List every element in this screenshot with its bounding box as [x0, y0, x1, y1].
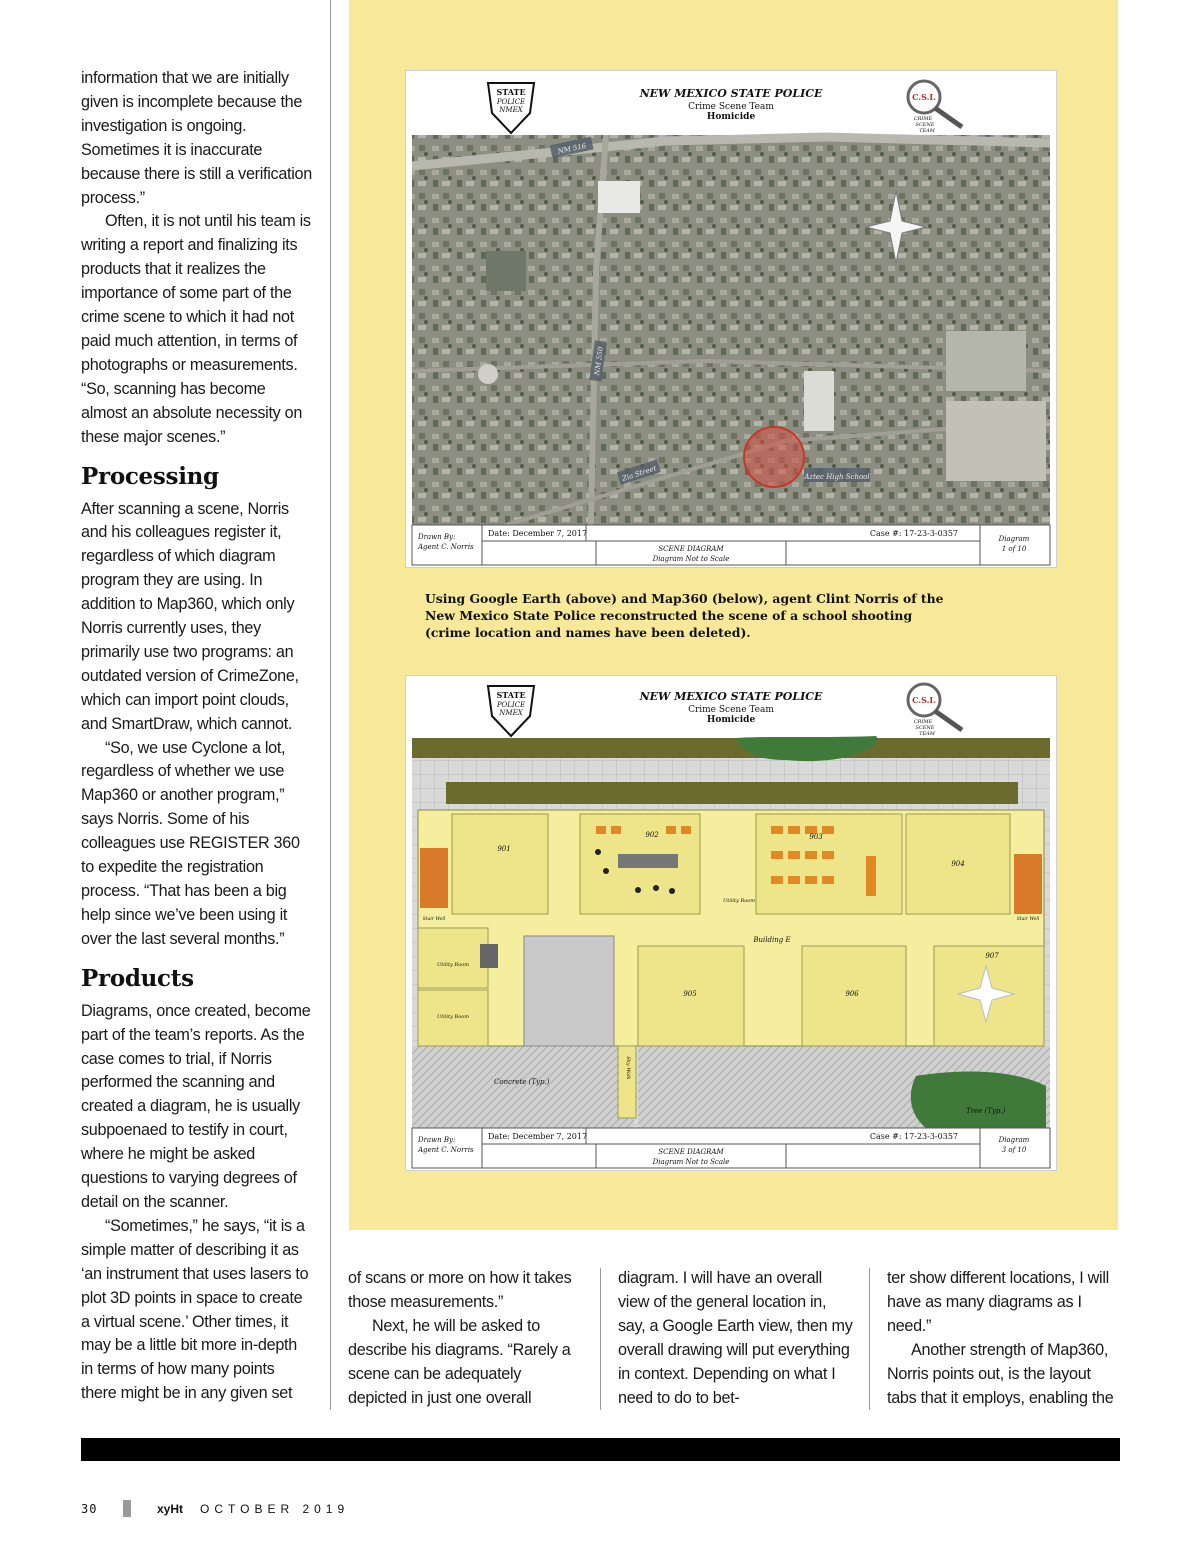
diagram-page: 1 of 10: [1001, 545, 1027, 553]
page-number: 30: [81, 1502, 98, 1516]
figure2-title-block: [412, 1128, 1050, 1168]
drawn-by-label: Drawn By:: [418, 1136, 456, 1144]
scale-note: Diagram Not to Scale: [652, 1158, 730, 1166]
paragraph: Another strength of Map360, Norris points out, is the layout tabs that it employs, enabling the: [887, 1340, 1114, 1407]
room-label: Utility Room: [437, 1014, 469, 1020]
paragraph: Often, it is not until his team is writing a report and finalizing its products that it realizes the importance of some part of the crime scene to which it had not paid much attention, in terms of photographs or measurements. “So, scanning has become almost an absolute necessity on these major scenes.”: [81, 212, 311, 446]
magazine-name: xyHt: [157, 1502, 184, 1516]
csi-text: C.S.I.: [912, 92, 936, 102]
room-label: 904: [951, 860, 965, 868]
scene-diagram-label: SCENE DIAGRAM: [658, 545, 724, 553]
paragraph: After scanning a scene, Norris and his colleagues register it, regardless of which diagram program they are using. In addition to Map360, which only Norris currently uses, they primarily use two programs: an outdated version of CrimeZone, which can import point clouds, and SmartDraw, which cannot.: [81, 499, 299, 733]
badge-text: STATE: [496, 87, 526, 97]
incident-area-marker: [744, 427, 804, 487]
column-divider: [600, 1268, 601, 1410]
agent-name: Agent C. Norris: [418, 1146, 474, 1154]
csi-sub: TEAM: [919, 731, 935, 737]
diagram-label: Diagram: [998, 1136, 1030, 1144]
csi-sub: TEAM: [919, 128, 935, 134]
badge-text: POLICE: [496, 98, 526, 106]
badge-text: NMEX: [499, 106, 523, 114]
area-label: Stair Well: [1016, 917, 1040, 922]
case-number: Case #: 17-23-3-0357: [869, 529, 958, 538]
area-label: Tree (Typ.): [966, 1107, 1006, 1115]
paragraph: ter show different locations, I will have as many diagrams as I need.”: [887, 1269, 1109, 1335]
column-divider: [869, 1268, 870, 1410]
agency-title: NEW MEXICO STATE POLICE: [639, 87, 823, 100]
figure2-header: [488, 684, 962, 737]
team-name: Crime Scene Team: [688, 705, 774, 715]
issue-date: OCTOBER 2019: [200, 1502, 350, 1516]
room-label: 905: [683, 990, 697, 998]
csi-logo: [908, 684, 962, 737]
agent-name: Agent C. Norris: [418, 543, 474, 551]
floor-plan: [412, 736, 1050, 1128]
csi-sub: SCENE: [915, 122, 935, 128]
paragraph: “Sometimes,” he says, “it is a simple matter of describing it as ‘an instrument that uses lasers to plot 3D points in space to create a virtual scene.’ Other times, it may be a little bit more in-depth in terms of how many points there might be in any given set: [81, 1216, 309, 1403]
diagram-label: Diagram: [998, 535, 1030, 543]
map-label: Zia Street: [621, 464, 658, 483]
section-heading-processing: Processing: [81, 462, 219, 490]
figure-floorplan-diagram: [405, 675, 1057, 1171]
case-type: Homicide: [706, 112, 756, 122]
column-divider: [330, 0, 331, 1410]
room-label: 907: [985, 952, 999, 960]
drawn-by-label: Drawn By:: [418, 533, 456, 541]
aerial-map: [412, 135, 1050, 525]
floorplan-diagram-graphic: [406, 676, 1056, 1170]
footer-bar: [81, 1438, 1120, 1461]
article-column-1: [81, 67, 313, 1406]
scale-note: Diagram Not to Scale: [652, 555, 730, 563]
diagram-date: Date: December 7, 2017: [488, 529, 588, 538]
paragraph: Next, he will be asked to describe his diagrams. “Rarely a scene can be adequately depicted in just one overall: [348, 1316, 571, 1407]
map-label: NM 550: [593, 346, 605, 376]
csi-sub: CRIME: [913, 719, 933, 725]
csi-logo: [908, 81, 962, 134]
scene-diagram-label: SCENE DIAGRAM: [658, 1148, 724, 1156]
paragraph: diagram. I will have an overall view of the general location in, say, a Google Earth view, then my overall drawing will put everything in context. Depending on what I need to do to bet-: [618, 1269, 853, 1407]
room-label: Building E: [753, 936, 791, 944]
footer-separator: [123, 1500, 131, 1517]
badge-text: POLICE: [496, 701, 526, 709]
article-column-2: [348, 1267, 584, 1410]
diagram-date: Date: December 7, 2017: [488, 1132, 588, 1141]
room-label: 906: [845, 990, 859, 998]
diagram-page: 3 of 10: [1001, 1146, 1027, 1154]
csi-text: C.S.I.: [912, 695, 936, 705]
area-label: Stair Well: [422, 917, 446, 922]
state-police-badge: [488, 686, 534, 736]
article-column-3: [618, 1267, 854, 1410]
paragraph: Diagrams, once created, become part of the team’s reports. As the case comes to trial, if Norris performed the scanning and created a diagram, he is usually subpoenaed to testify in court, where he might be asked questions to varying degrees of detail on the scanner.: [81, 1001, 311, 1211]
map-label: NM 516: [557, 141, 587, 156]
paragraph: information that we are initially given is incomplete because the investigation is ongoing. Sometimes it is inaccurate because there is still a verification process.”: [81, 69, 312, 207]
figure1-title-block: [412, 525, 1050, 565]
aerial-diagram-graphic: [406, 71, 1056, 567]
csi-sub: SCENE: [915, 725, 935, 731]
figure-caption: Using Google Earth (above) and Map360 (below), agent Clint Norris of the New Mexico State Police reconstructed the scene of a school shooting (crime location and names have been deleted).: [425, 591, 944, 640]
team-name: Crime Scene Team: [688, 102, 774, 112]
room-label: Utility Room: [437, 962, 469, 968]
agency-title: NEW MEXICO STATE POLICE: [639, 690, 823, 703]
section-heading-products: Products: [81, 964, 194, 992]
case-type: Homicide: [706, 715, 756, 725]
badge-text: STATE: [496, 690, 526, 700]
figure-aerial-diagram: [405, 70, 1057, 568]
room-label: Utility Room: [723, 898, 755, 904]
map-label: Aztec High School: [804, 473, 870, 481]
room-label: 902: [645, 831, 659, 839]
figure1-header: [488, 81, 962, 134]
article-column-4: [887, 1267, 1123, 1410]
paragraph: of scans or more on how it takes those measurements.”: [348, 1269, 572, 1311]
room-label: 901: [497, 845, 511, 853]
case-number: Case #: 17-23-3-0357: [869, 1132, 958, 1141]
csi-sub: CRIME: [913, 116, 933, 122]
room-label: 903: [809, 833, 823, 841]
paragraph: “So, we use Cyclone a lot, regardless of whether we use Map360 or another program,” says Norris. Some of his colleagues use REGISTER 360 to expedite the registration process. “That has been a big help since we’ve been using it over the last several months.”: [81, 738, 300, 948]
area-label: Concrete (Typ.): [494, 1078, 550, 1086]
badge-text: NMEX: [499, 709, 523, 717]
area-label: Sky Walk: [625, 1056, 631, 1080]
state-police-badge: [488, 83, 534, 133]
